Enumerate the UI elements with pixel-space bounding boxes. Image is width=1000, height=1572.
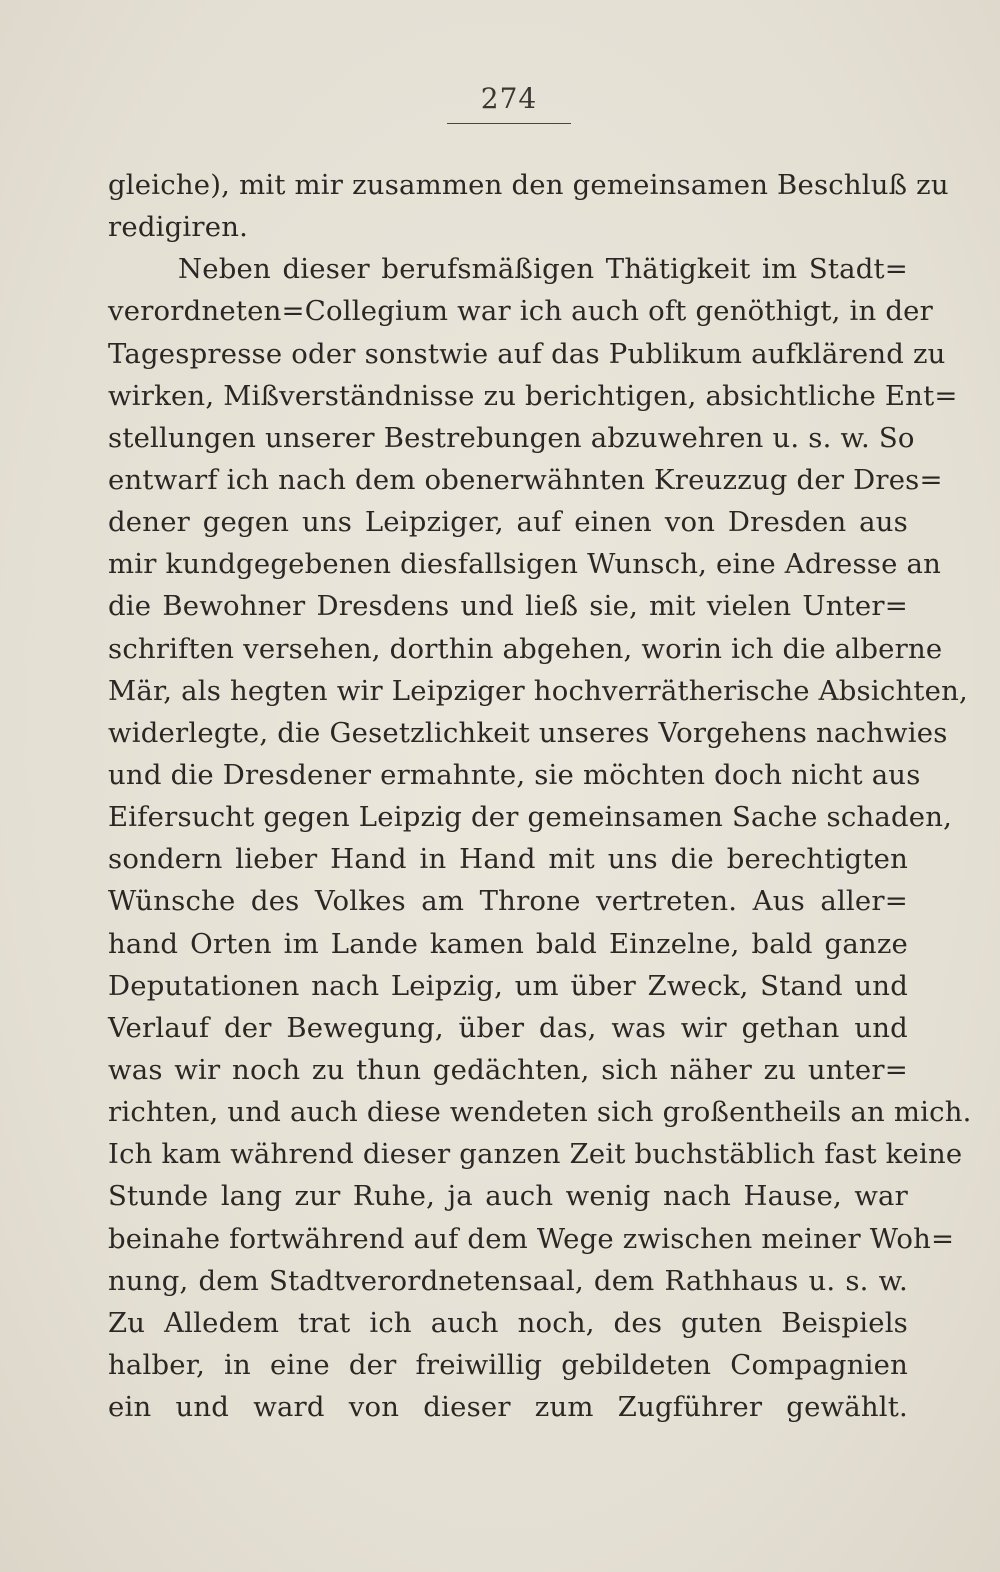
page-number: 274 [480, 82, 538, 115]
text-line: die Bewohner Dresdens und ließ sie, mit vielen Unter= [108, 590, 908, 623]
text-line: redigiren. [108, 211, 249, 244]
text-line: wirken, Mißverständnisse zu berichtigen, absichtliche Ent= [108, 379, 958, 412]
text-line: was wir noch zu thun gedächten, sich näher zu unter= [108, 1053, 908, 1086]
text-line: stellungen unserer Bestrebungen abzuwehren u. s. w. So [108, 421, 915, 454]
body-text [108, 164, 972, 1428]
text-line: Mär, als hegten wir Leipziger hochverrätherische Absichten, [108, 674, 968, 707]
text-line: und die Dresdener ermahnte, sie möchten doch nicht aus [108, 758, 921, 791]
text-line: entwarf ich nach dem obenerwähnten Kreuzzug der Dres= [108, 463, 943, 496]
text-line: richten, und auch diese wendeten sich großentheils an mich. [108, 1096, 972, 1129]
text-line: sondern lieber Hand in Hand mit uns die berechtigten [108, 843, 908, 876]
text-line: ein und ward von dieser zum Zugführer gewählt. [108, 1391, 908, 1424]
text-line: Zu Alledem trat ich auch noch, des guten Beispiels [108, 1306, 908, 1339]
text-line: Wünsche des Volkes am Throne vertreten. Aus aller= [108, 885, 908, 918]
text-line: mir kundgegebenen diesfallsigen Wunsch, eine Adresse an [108, 548, 942, 581]
text-line: Verlauf der Bewegung, über das, was wir gethan und [108, 1011, 908, 1044]
text-line: hand Orten im Lande kamen bald Einzelne, bald ganze [108, 927, 908, 960]
text-line: schriften versehen, dorthin abgehen, worin ich die alberne [108, 632, 943, 665]
text-line: Stunde lang zur Ruhe, ja auch wenig nach Hause, war [108, 1180, 908, 1213]
text-line: beinahe fortwährend auf dem Wege zwischen meiner Woh= [108, 1222, 955, 1255]
text-line: Deputationen nach Leipzig, um über Zweck, Stand und [108, 969, 908, 1002]
text-line: widerlegte, die Gesetzlichkeit unseres Vorgehens nachwies [108, 716, 948, 749]
text-line: Ich kam während dieser ganzen Zeit buchstäblich fast keine [108, 1138, 963, 1171]
text-line: verordneten=Collegium war ich auch oft genöthigt, in der [108, 295, 933, 328]
header-rule [447, 123, 571, 124]
text-line: dener gegen uns Leipziger, auf einen von Dresden aus [108, 506, 908, 539]
text-line: Eifersucht gegen Leipzig der gemeinsamen Sache schaden, [108, 801, 953, 834]
text-line: Tagespresse oder sonstwie auf das Publikum aufklärend zu [108, 337, 946, 370]
text-line: halber, in eine der freiwillig gebildeten Compagnien [108, 1348, 908, 1381]
text-line: Neben dieser berufsmäßigen Thätigkeit im Stadt= [178, 253, 908, 286]
text-line: gleiche), mit mir zusammen den gemeinsamen Beschluß zu [108, 169, 949, 201]
text-line: nung, dem Stadtverordnetensaal, dem Rathhaus u. s. w. [108, 1264, 908, 1297]
